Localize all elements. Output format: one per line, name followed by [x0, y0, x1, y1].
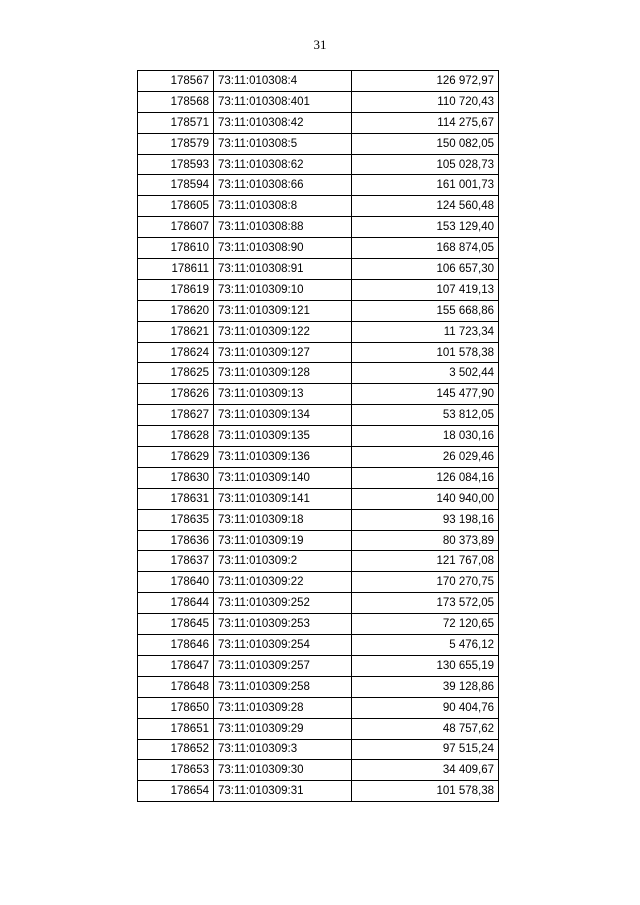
value-cell: 90 404,76 — [352, 697, 499, 718]
row-id-cell: 178610 — [138, 238, 214, 259]
value-cell: 48 757,62 — [352, 718, 499, 739]
value-cell: 121 767,08 — [352, 551, 499, 572]
row-id-cell: 178627 — [138, 405, 214, 426]
table-row — [138, 279, 499, 300]
cadastral-number-cell: 73:11:010309:254 — [214, 635, 352, 656]
cadastral-number-cell: 73:11:010309:141 — [214, 488, 352, 509]
value-cell: 101 578,38 — [352, 781, 499, 802]
row-id-cell: 178637 — [138, 551, 214, 572]
table-row — [138, 530, 499, 551]
table-row — [138, 739, 499, 760]
value-cell: 26 029,46 — [352, 447, 499, 468]
table-row — [138, 91, 499, 112]
value-cell: 145 477,90 — [352, 384, 499, 405]
cadastral-number-cell: 73:11:010308:62 — [214, 154, 352, 175]
value-cell: 161 001,73 — [352, 175, 499, 196]
value-cell: 107 419,13 — [352, 279, 499, 300]
row-id-cell: 178631 — [138, 488, 214, 509]
table-row — [138, 781, 499, 802]
table-row — [138, 426, 499, 447]
table-row — [138, 384, 499, 405]
table-row — [138, 635, 499, 656]
value-cell: 93 198,16 — [352, 509, 499, 530]
row-id-cell: 178593 — [138, 154, 214, 175]
value-cell: 126 084,16 — [352, 467, 499, 488]
cadastral-number-cell: 73:11:010309:28 — [214, 697, 352, 718]
value-cell: 155 668,86 — [352, 300, 499, 321]
row-id-cell: 178628 — [138, 426, 214, 447]
value-cell: 106 657,30 — [352, 259, 499, 280]
table-row — [138, 217, 499, 238]
value-cell: 5 476,12 — [352, 635, 499, 656]
cadastral-number-cell: 73:11:010308:91 — [214, 259, 352, 280]
row-id-cell: 178594 — [138, 175, 214, 196]
row-id-cell: 178652 — [138, 739, 214, 760]
row-id-cell: 178629 — [138, 447, 214, 468]
value-cell: 39 128,86 — [352, 676, 499, 697]
cadastral-number-cell: 73:11:010309:257 — [214, 655, 352, 676]
cadastral-number-cell: 73:11:010308:66 — [214, 175, 352, 196]
row-id-cell: 178621 — [138, 321, 214, 342]
table-row — [138, 259, 499, 280]
table-row — [138, 71, 499, 92]
value-cell: 34 409,67 — [352, 760, 499, 781]
value-cell: 140 940,00 — [352, 488, 499, 509]
row-id-cell: 178571 — [138, 112, 214, 133]
table-row — [138, 655, 499, 676]
value-cell: 168 874,05 — [352, 238, 499, 259]
cadastral-number-cell: 73:11:010309:13 — [214, 384, 352, 405]
cadastral-number-cell: 73:11:010309:22 — [214, 572, 352, 593]
cadastral-number-cell: 73:11:010309:2 — [214, 551, 352, 572]
cadastral-number-cell: 73:11:010309:134 — [214, 405, 352, 426]
table-row — [138, 760, 499, 781]
cadastral-number-cell: 73:11:010308:42 — [214, 112, 352, 133]
row-id-cell: 178607 — [138, 217, 214, 238]
table-row — [138, 551, 499, 572]
value-cell: 124 560,48 — [352, 196, 499, 217]
cadastral-number-cell: 73:11:010308:8 — [214, 196, 352, 217]
value-cell: 110 720,43 — [352, 91, 499, 112]
row-id-cell: 178619 — [138, 279, 214, 300]
value-cell: 150 082,05 — [352, 133, 499, 154]
table-body — [138, 71, 499, 802]
table-row — [138, 614, 499, 635]
table-row — [138, 718, 499, 739]
cadastral-number-cell: 73:11:010308:5 — [214, 133, 352, 154]
row-id-cell: 178648 — [138, 676, 214, 697]
table-row — [138, 467, 499, 488]
cadastral-number-cell: 73:11:010308:401 — [214, 91, 352, 112]
cadastral-number-cell: 73:11:010309:19 — [214, 530, 352, 551]
row-id-cell: 178625 — [138, 363, 214, 384]
table-row — [138, 488, 499, 509]
row-id-cell: 178630 — [138, 467, 214, 488]
table-row — [138, 133, 499, 154]
table-row — [138, 447, 499, 468]
table-row — [138, 593, 499, 614]
value-cell: 11 723,34 — [352, 321, 499, 342]
cadastral-value-table — [137, 70, 499, 802]
cadastral-number-cell: 73:11:010309:29 — [214, 718, 352, 739]
cadastral-number-cell: 73:11:010309:135 — [214, 426, 352, 447]
row-id-cell: 178635 — [138, 509, 214, 530]
cadastral-number-cell: 73:11:010308:88 — [214, 217, 352, 238]
row-id-cell: 178605 — [138, 196, 214, 217]
value-cell: 18 030,16 — [352, 426, 499, 447]
value-cell: 72 120,65 — [352, 614, 499, 635]
row-id-cell: 178636 — [138, 530, 214, 551]
table-row — [138, 405, 499, 426]
cadastral-number-cell: 73:11:010309:253 — [214, 614, 352, 635]
cadastral-number-cell: 73:11:010308:90 — [214, 238, 352, 259]
table-row — [138, 697, 499, 718]
row-id-cell: 178647 — [138, 655, 214, 676]
row-id-cell: 178645 — [138, 614, 214, 635]
table-row — [138, 572, 499, 593]
row-id-cell: 178654 — [138, 781, 214, 802]
cadastral-number-cell: 73:11:010309:10 — [214, 279, 352, 300]
value-cell: 126 972,97 — [352, 71, 499, 92]
row-id-cell: 178620 — [138, 300, 214, 321]
value-cell: 3 502,44 — [352, 363, 499, 384]
value-cell: 173 572,05 — [352, 593, 499, 614]
table-row — [138, 300, 499, 321]
row-id-cell: 178653 — [138, 760, 214, 781]
row-id-cell: 178568 — [138, 91, 214, 112]
cadastral-number-cell: 73:11:010309:128 — [214, 363, 352, 384]
page-number: 31 — [313, 37, 327, 52]
value-cell: 101 578,38 — [352, 342, 499, 363]
table-row — [138, 509, 499, 530]
value-cell: 97 515,24 — [352, 739, 499, 760]
value-cell: 170 270,75 — [352, 572, 499, 593]
row-id-cell: 178651 — [138, 718, 214, 739]
value-cell: 153 129,40 — [352, 217, 499, 238]
cadastral-number-cell: 73:11:010309:127 — [214, 342, 352, 363]
table-row — [138, 321, 499, 342]
cadastral-number-cell: 73:11:010309:18 — [214, 509, 352, 530]
cadastral-number-cell: 73:11:010309:140 — [214, 467, 352, 488]
cadastral-number-cell: 73:11:010309:252 — [214, 593, 352, 614]
table-row — [138, 363, 499, 384]
row-id-cell: 178611 — [138, 259, 214, 280]
cadastral-number-cell: 73:11:010309:258 — [214, 676, 352, 697]
cadastral-number-cell: 73:11:010309:31 — [214, 781, 352, 802]
table-row — [138, 175, 499, 196]
row-id-cell: 178579 — [138, 133, 214, 154]
row-id-cell: 178567 — [138, 71, 214, 92]
table-row — [138, 238, 499, 259]
cadastral-number-cell: 73:11:010309:30 — [214, 760, 352, 781]
table-row — [138, 196, 499, 217]
value-cell: 80 373,89 — [352, 530, 499, 551]
table-row — [138, 112, 499, 133]
row-id-cell: 178640 — [138, 572, 214, 593]
row-id-cell: 178646 — [138, 635, 214, 656]
row-id-cell: 178650 — [138, 697, 214, 718]
cadastral-number-cell: 73:11:010309:3 — [214, 739, 352, 760]
table-row — [138, 342, 499, 363]
value-cell: 130 655,19 — [352, 655, 499, 676]
cadastral-number-cell: 73:11:010309:121 — [214, 300, 352, 321]
cadastral-number-cell: 73:11:010309:136 — [214, 447, 352, 468]
row-id-cell: 178626 — [138, 384, 214, 405]
cadastral-number-cell: 73:11:010309:122 — [214, 321, 352, 342]
cadastral-number-cell: 73:11:010308:4 — [214, 71, 352, 92]
table-row — [138, 676, 499, 697]
value-cell: 114 275,67 — [352, 112, 499, 133]
row-id-cell: 178624 — [138, 342, 214, 363]
value-cell: 105 028,73 — [352, 154, 499, 175]
row-id-cell: 178644 — [138, 593, 214, 614]
table-row — [138, 154, 499, 175]
value-cell: 53 812,05 — [352, 405, 499, 426]
